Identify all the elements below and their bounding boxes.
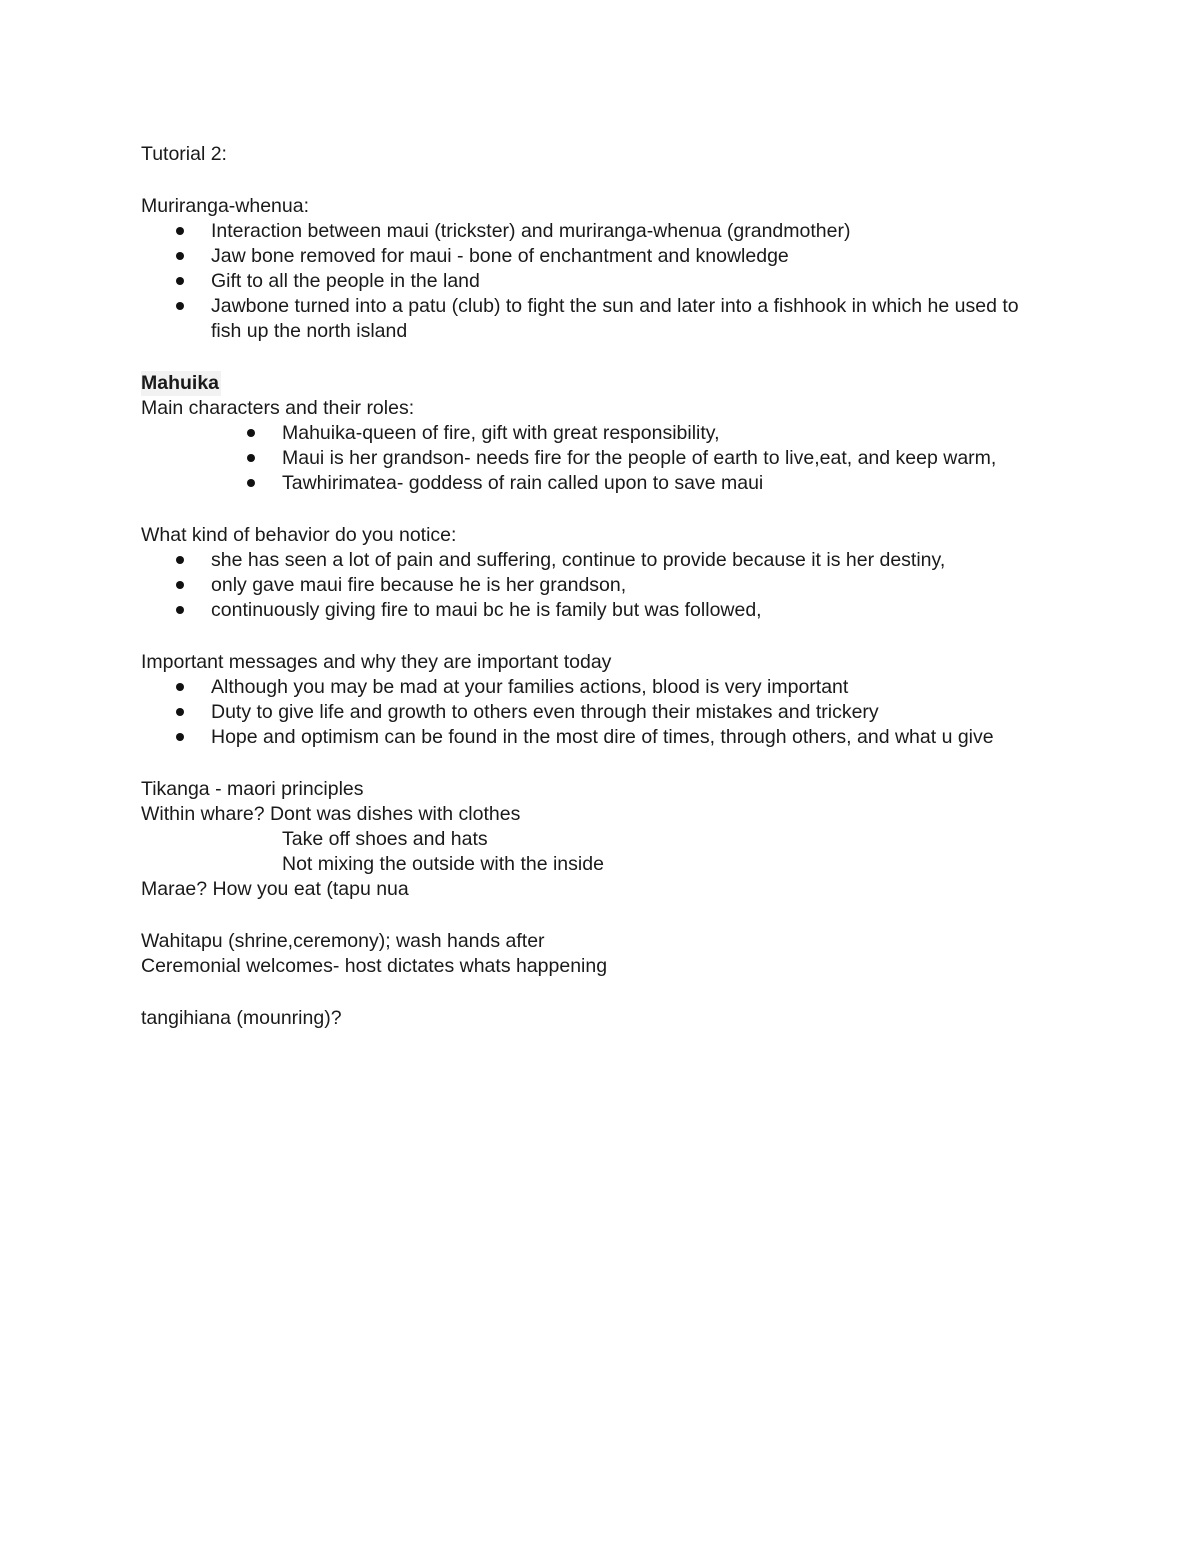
important-messages-list — [141, 675, 1041, 750]
bullet-icon — [247, 479, 255, 487]
spacer — [141, 167, 1041, 194]
wahitapu-line: Wahitapu (shrine,ceremony); wash hands after — [141, 930, 545, 952]
list-item: Interaction between maui (trickster) and muriranga-whenua (grandmother) — [141, 219, 1041, 244]
spacer — [141, 750, 1041, 777]
behavior-list — [141, 548, 1041, 623]
list-item: Maui is her grandson- needs fire for the people of earth to live,eat, and keep warm, — [141, 446, 1041, 471]
ceremonial-welcomes-line: Ceremonial welcomes- host dictates whats happening — [141, 955, 608, 977]
spacer — [141, 902, 1041, 929]
section-heading-behavior: What kind of behavior do you notice: — [141, 524, 457, 546]
tangihiana-line: tangihiana (mounring)? — [141, 1007, 342, 1029]
spacer — [141, 344, 1041, 371]
mahuika-characters-list — [141, 421, 1041, 496]
whare-line: Within whare? Dont was dishes with clothes — [141, 803, 521, 825]
list-item: Jaw bone removed for maui - bone of enchantment and knowledge — [141, 244, 1041, 269]
bullet-icon — [176, 252, 184, 260]
section-heading-muriranga-whenua: Muriranga-whenua: — [141, 195, 310, 217]
list-item: Gift to all the people in the land — [141, 269, 1041, 294]
section-heading-important-messages: Important messages and why they are important today — [141, 651, 612, 673]
document-title: Tutorial 2: — [141, 143, 227, 165]
spacer — [141, 979, 1041, 1006]
list-item: Hope and optimism can be found in the most dire of times, through others, and what u give — [141, 725, 1041, 750]
bullet-icon — [176, 556, 184, 564]
section-heading-tikanga: Tikanga - maori principles — [141, 778, 364, 800]
bullet-icon — [176, 227, 184, 235]
bullet-icon — [176, 708, 184, 716]
list-item: Duty to give life and growth to others even through their mistakes and trickery — [141, 700, 1041, 725]
whare-indent-line: Take off shoes and hats — [282, 828, 488, 850]
list-item: she has seen a lot of pain and suffering, continue to provide because it is her destiny, — [141, 548, 1041, 573]
muriranga-whenua-list — [141, 219, 1041, 344]
list-item: Although you may be mad at your families actions, blood is very important — [141, 675, 1041, 700]
spacer — [141, 496, 1041, 523]
bullet-icon — [176, 683, 184, 691]
bullet-icon — [176, 733, 184, 741]
bullet-icon — [247, 454, 255, 462]
list-item: Jawbone turned into a patu (club) to fight the sun and later into a fishhook in which he used to fish up the north island — [141, 294, 1041, 344]
section-subheading-characters: Main characters and their roles: — [141, 397, 415, 419]
bullet-icon — [176, 277, 184, 285]
list-item: Tawhirimatea- goddess of rain called upon to save maui — [141, 471, 1041, 496]
spacer — [141, 623, 1041, 650]
whare-indent-line: Not mixing the outside with the inside — [282, 853, 604, 875]
document-page — [141, 142, 1041, 1031]
bullet-icon — [176, 606, 184, 614]
bullet-icon — [247, 429, 255, 437]
list-item: only gave maui fire because he is her grandson, — [141, 573, 1041, 598]
bullet-icon — [176, 302, 184, 310]
section-heading-mahuika-row — [141, 371, 1041, 396]
marae-line: Marae? How you eat (tapu nua — [141, 878, 409, 900]
list-item: continuously giving fire to maui bc he is family but was followed, — [141, 598, 1041, 623]
bullet-icon — [176, 581, 184, 589]
section-heading-mahuika: Mahuika — [141, 372, 220, 394]
list-item: Mahuika-queen of fire, gift with great responsibility, — [141, 421, 1041, 446]
